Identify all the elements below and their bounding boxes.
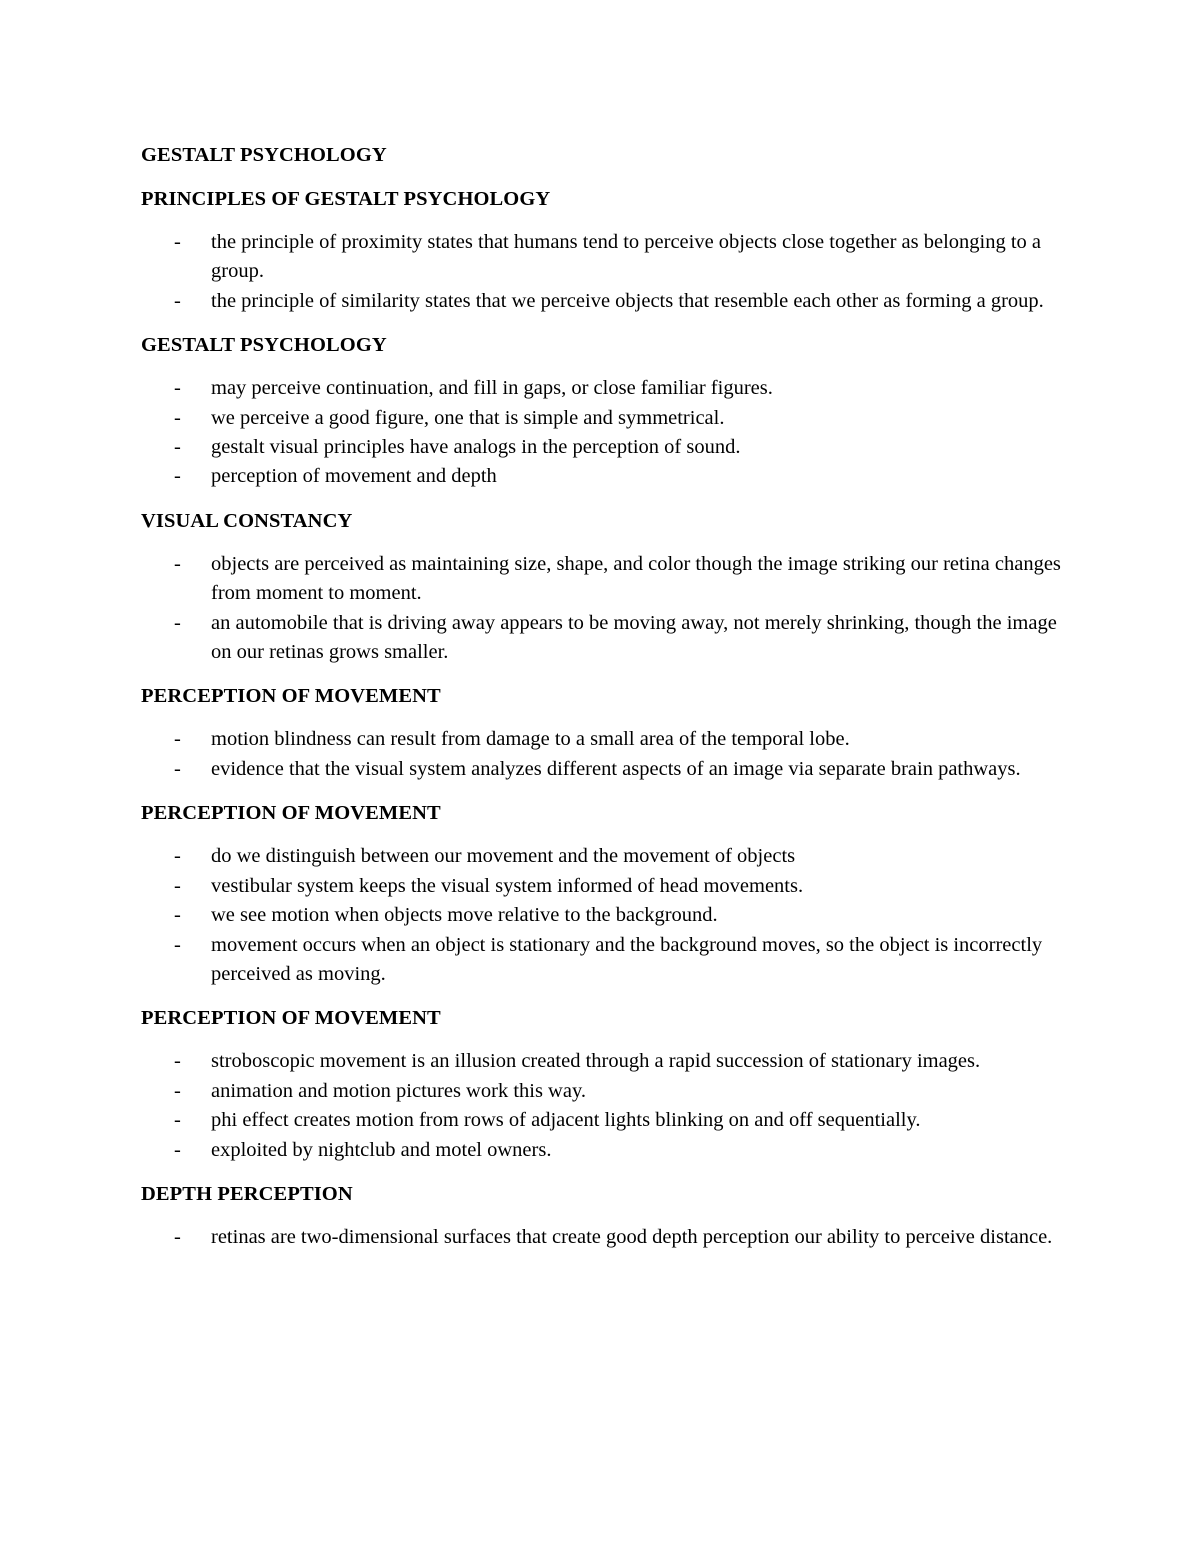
list-item-text: do we distinguish between our movement and the movement of objects xyxy=(211,845,796,868)
section-perception-of-movement-2 xyxy=(141,798,1081,989)
list-item xyxy=(141,374,1081,403)
document-title: GESTALT PSYCHOLOGY xyxy=(141,144,387,166)
list-item-text: perception of movement and depth xyxy=(211,465,497,488)
list-item-text: vestibular system keeps the visual system informed of head movements. xyxy=(211,874,804,897)
dash-bullet: - xyxy=(174,1109,181,1132)
dash-bullet: - xyxy=(174,874,181,897)
list-item xyxy=(141,433,1081,462)
list-item xyxy=(141,404,1081,433)
dash-bullet: - xyxy=(174,757,181,780)
list-item-text: evidence that the visual system analyzes different aspects of an image via separate brain pathways. xyxy=(211,757,1021,780)
list-item-text: retinas are two-dimensional surfaces that create good depth perception our ability to perceive distance. xyxy=(211,1225,1053,1248)
dash-bullet: - xyxy=(174,728,181,751)
list-item-text: the principle of similarity states that we perceive objects that resemble each other as forming a group. xyxy=(211,289,1044,312)
list-item-text: movement occurs when an object is stationary and the background moves, so the object is incorrectly perceived as moving. xyxy=(211,933,1043,985)
list-item xyxy=(141,550,1081,609)
list-item-text: we perceive a good figure, one that is simple and symmetrical. xyxy=(211,406,725,429)
list-item-text: stroboscopic movement is an illusion created through a rapid succession of stationary images. xyxy=(211,1050,981,1073)
section-heading: PERCEPTION OF MOVEMENT xyxy=(141,685,441,708)
list-item-text: objects are perceived as maintaining size, shape, and color though the image striking our retina changes from moment to moment. xyxy=(211,552,1061,605)
dash-bullet: - xyxy=(174,611,181,634)
section-gestalt xyxy=(141,330,1081,492)
list-item xyxy=(141,931,1081,990)
list-item-text: animation and motion pictures work this way. xyxy=(211,1079,587,1102)
dash-bullet: - xyxy=(174,1138,181,1161)
list-item xyxy=(141,901,1081,930)
bullet-list xyxy=(141,1047,1081,1165)
dash-bullet: - xyxy=(174,406,181,429)
list-item-text: gestalt visual principles have analogs in the perception of sound. xyxy=(211,436,741,459)
dash-bullet: - xyxy=(174,231,181,253)
document-page xyxy=(141,140,1081,1266)
section-heading: DEPTH PERCEPTION xyxy=(141,1182,353,1205)
dash-bullet: - xyxy=(174,1079,181,1102)
section-perception-of-movement-3 xyxy=(141,1003,1081,1165)
section-heading: VISUAL CONSTANCY xyxy=(141,509,353,532)
list-item xyxy=(141,1106,1081,1135)
dash-bullet: - xyxy=(174,552,181,575)
dash-bullet: - xyxy=(174,904,181,927)
bullet-list xyxy=(141,1223,1081,1252)
list-item xyxy=(141,287,1081,316)
dash-bullet: - xyxy=(174,1225,181,1248)
list-item-text: we see motion when objects move relative to the background. xyxy=(211,904,718,927)
list-item xyxy=(141,609,1081,668)
section-heading: GESTALT PSYCHOLOGY xyxy=(141,334,387,357)
dash-bullet: - xyxy=(174,377,181,400)
section-principles xyxy=(141,184,1081,316)
list-item-text: phi effect creates motion from rows of adjacent lights blinking on and off sequentially. xyxy=(211,1109,921,1132)
bullet-list xyxy=(141,374,1081,492)
list-item-text: may perceive continuation, and fill in gaps, or close familiar figures. xyxy=(211,377,773,400)
list-item xyxy=(141,228,1081,287)
list-item xyxy=(141,1223,1081,1252)
section-heading: PRINCIPLES OF GESTALT PSYCHOLOGY xyxy=(141,188,551,210)
bullet-list xyxy=(141,725,1081,784)
list-item xyxy=(141,872,1081,901)
bullet-list xyxy=(141,842,1081,989)
list-item xyxy=(141,462,1081,491)
list-item-text: motion blindness can result from damage to a small area of the temporal lobe. xyxy=(211,728,850,751)
list-item xyxy=(141,842,1081,871)
dash-bullet: - xyxy=(174,436,181,459)
list-item xyxy=(141,1136,1081,1165)
section-heading: PERCEPTION OF MOVEMENT xyxy=(141,802,441,825)
list-item xyxy=(141,1047,1081,1076)
section-perception-of-movement-1 xyxy=(141,681,1081,784)
section-depth-perception xyxy=(141,1179,1081,1252)
list-item-text: exploited by nightclub and motel owners. xyxy=(211,1138,552,1161)
dash-bullet: - xyxy=(174,289,181,312)
dash-bullet: - xyxy=(174,1050,181,1073)
list-item-text: the principle of proximity states that humans tend to perceive objects close together as belonging to a group. xyxy=(211,231,1042,283)
list-item xyxy=(141,725,1081,754)
bullet-list xyxy=(141,550,1081,668)
dash-bullet: - xyxy=(174,465,181,488)
list-item xyxy=(141,1077,1081,1106)
section-visual-constancy xyxy=(141,506,1081,668)
dash-bullet: - xyxy=(174,933,181,956)
section-heading: PERCEPTION OF MOVEMENT xyxy=(141,1007,441,1030)
list-item-text: an automobile that is driving away appears to be moving away, not merely shrinking, though the image on our retinas grows smaller. xyxy=(211,611,1057,664)
bullet-list xyxy=(141,228,1081,316)
dash-bullet: - xyxy=(174,845,181,868)
list-item xyxy=(141,755,1081,784)
